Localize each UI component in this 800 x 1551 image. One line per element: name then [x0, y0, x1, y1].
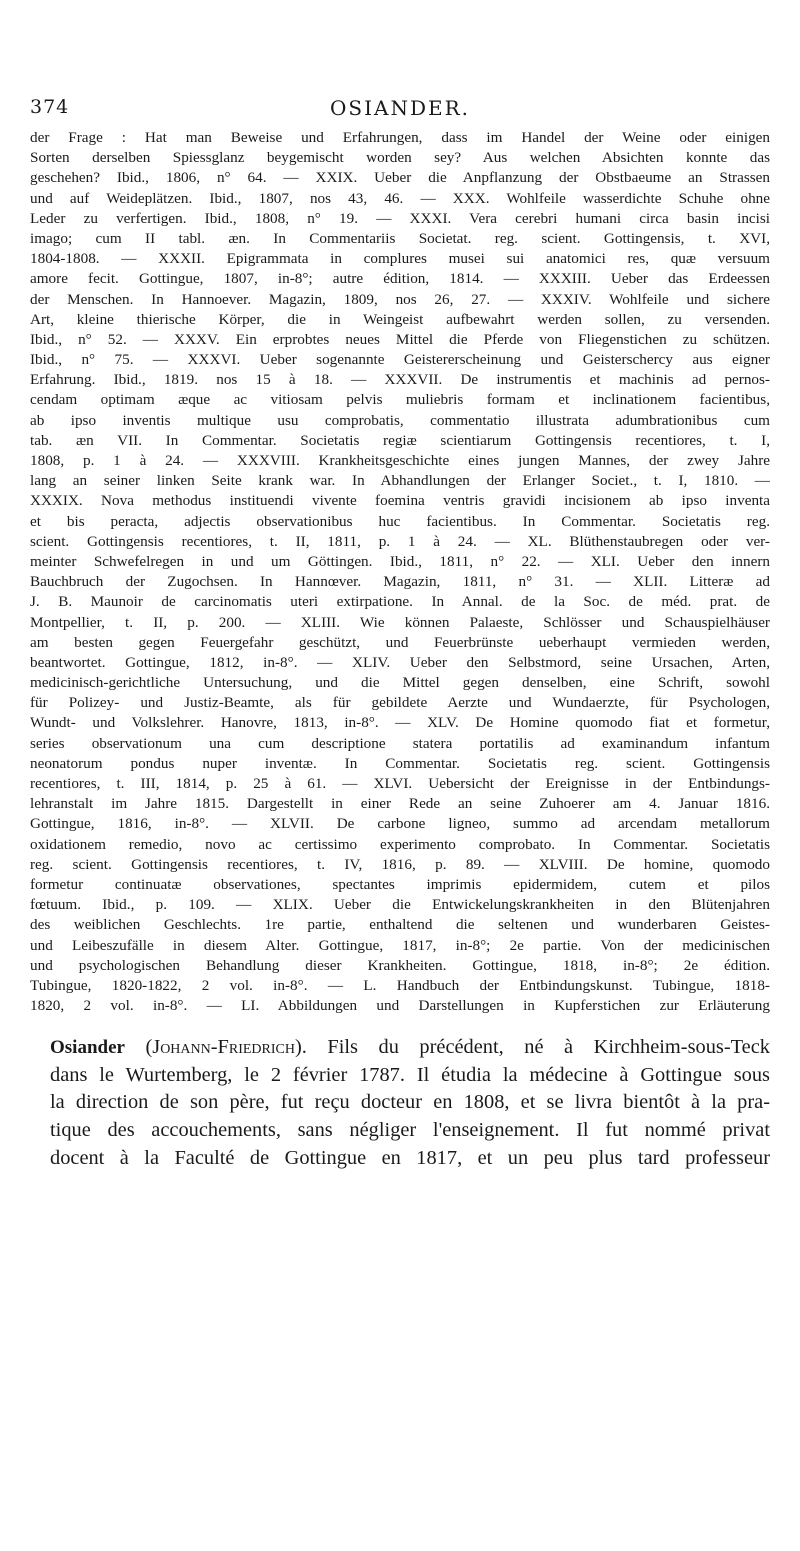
note-line: XXXIX. Nova methodus instituendi vivente foemina ventris gravidi incisionem ab ipso inventa	[30, 492, 770, 510]
note-line: formetur continuatæ observationes, spectantes imprimis epidermidem, cutem et pilos	[30, 875, 770, 893]
note-line: medicinisch-gerichtliche Untersuchung, und die Mittel gegen denselben, eine Schrift, sowohl	[30, 674, 770, 692]
page-number: 374	[30, 96, 70, 118]
note-line: tab. æn VII. In Commentar. Societatis regiæ scientiarum Gottingensis recentiores, t. I,	[30, 431, 770, 449]
entry-line: la direction de son père, fut reçu docteur en 1808, et se livra bientôt à la pra-	[50, 1091, 770, 1114]
note-line: Art, kleine thierische Körper, die in Weingeist aufbewahrt werden sollen, zu versenden.	[30, 310, 770, 328]
note-line: geschehen? Ibid., 1806, n° 64. — XXIX. Ueber die Anpflanzung der Obstbaeume an Strassen	[30, 169, 770, 187]
note-line: neonatorum pondus nuper inventæ. In Commentar. Societatis reg. scient. Gottingensis	[30, 754, 770, 772]
note-line: 1820, 2 vol. in-8°. — LI. Abbildungen und Darstellungen in Kupferstichen zur Erläuterung	[30, 997, 770, 1015]
note-line: der Frage : Hat man Beweise und Erfahrungen, dass im Handel der Weine oder einigen	[30, 129, 770, 146]
note-line: scient. Gottingensis recentiores, t. II, 1811, p. 1 à 24. — XL. Blüthenstaubregen oder ver-	[30, 532, 770, 550]
note-line: lehranstalt im Jahre 1815. Dargestellt in einer Rede an seine Zuhoerer am 4. Januar 1816.	[30, 795, 770, 813]
note-line: beantwortet. Gottingue, 1812, in-8°. — XLIV. Ueber den Selbstmord, seine Ursachen, Arten,	[30, 653, 770, 671]
note-line: Ibid., n° 75. — XXXVI. Ueber sogenannte Geistererscheinung und Geisterschercy aus eigner	[30, 351, 770, 369]
note-line: Wundt- und Volkslehrer. Hanovre, 1813, in-8°. — XLV. De Homine quomodo fiat et formetur,	[30, 714, 770, 732]
biography-entry	[50, 1034, 770, 1173]
note-line: oxidationem remedio, novo ac certissimo experimento comprobato. In Commentar. Societatis	[30, 835, 770, 853]
note-line: cendam optimam æque ac vitiosam pelvis muliebris formam et inclinationem facientibus,	[30, 391, 770, 409]
note-line: Ibid., n° 52. — XXXV. Ein erprobtes neues Mittel die Pferde von Fliegenstichen zu schützen.	[30, 330, 770, 348]
note-line: und Leibeszufälle in diesem Alter. Gottingue, 1817, in-8°; 2e partie. Von der medicinischen	[30, 936, 770, 954]
note-line: Tubingue, 1820-1822, 2 vol. in-8°. — L. Handbuch der Entbindungskunst. Tubingue, 1818-	[30, 976, 770, 994]
note-line: recentiores, t. III, 1814, p. 25 à 61. — XLVI. Uebersicht der Ereignisse in der Entbindungs-	[30, 775, 770, 792]
note-line: reg. scient. Gottingensis recentiores, t. IV, 1816, p. 89. — XLVIII. De homine, quomodo	[30, 855, 770, 873]
note-line: Gottingue, 1816, in-8°. — XLVII. De carbone ligneo, summo ad arcendam metallorum	[30, 815, 770, 833]
note-line: series observationum una cum descriptione statera portatilis ad examinandum infantum	[30, 734, 770, 752]
note-line: J. B. Maunoir de carcinomatis uteri extirpatione. In Annal. de la Soc. de méd. prat. de	[30, 593, 770, 611]
entry-headword: Osiander	[50, 1037, 125, 1058]
note-line: lang an seiner linken Seite krank war. In Abhandlungen der Erlanger Societ., t. I, 1810. —	[30, 472, 770, 490]
note-line: und psychologischen Behandlung dieser Krankheiten. Gottingue, 1818, in-8°; 2e édition.	[30, 956, 770, 974]
note-line: meinter Schwefelregen in und um Göttingen. Ibid., 1811, n° 22. — XLI. Ueber den innern	[30, 552, 770, 570]
note-line: ab ipso inventis multique usu comprobatis, commentatio illustrata adumbrationibus cum	[30, 411, 770, 429]
entry-line: dans le Wurtemberg, le 2 février 1787. Il étudia la médecine à Gottingue sous	[50, 1063, 770, 1086]
note-line: 1808, p. 1 à 24. — XXXVIII. Krankheitsgeschichte eines jungen Mannes, der zwey Jahre	[30, 452, 770, 469]
entry-first-line	[50, 1034, 770, 1062]
running-head: OSIANDER.	[330, 96, 470, 120]
note-line: et bis peracta, adjectis observationibus huc facientibus. In Commentar. Societatis reg.	[30, 512, 770, 530]
note-line: am besten gegen Feuergefahr geschützt, und Feuerbrünste ueberhaupt vermieden werden,	[30, 633, 770, 651]
note-line	[30, 1016, 770, 1018]
note-line: imago; cum II tabl. æn. In Commentariis Societat. reg. scient. Gottingensis, t. XVI,	[30, 229, 770, 247]
note-line: der Menschen. In Hannoever. Magazin, 1809, nos 26, 27. — XXXIV. Wohlfeile und sichere	[30, 290, 770, 308]
note-line: amore fecit. Gottingue, 1807, in-8°; autre édition, 1814. — XXXIII. Ueber das Erdeessen	[30, 270, 770, 288]
page-header	[30, 96, 770, 120]
entry-line: tique des accouchements, sans négliger l'enseignement. Il fut nommé privat	[50, 1119, 770, 1142]
entry-line: docent à la Faculté de Gottingue en 1817, et un peu plus tard professeur	[50, 1146, 770, 1169]
note-line: Erfahrung. Ibid., 1819. nos 15 à 18. — XXXVII. De instrumentis et machinis ad pernos-	[30, 371, 770, 389]
note-line: Sorten derselben Spiessglanz beygemischt worden sey? Aus welchen Absichten konnte das	[30, 149, 770, 167]
entry-first-line-text: Fils du précédent, né à Kirchheim-sous-Teck	[327, 1036, 770, 1058]
note-line: 1804-1808. — XXXII. Epigrammata in complures musei sui anatomici res, quæ versuum	[30, 250, 770, 268]
note-line: und auf Weideplätzen. Ibid., 1807, nos 43, 46. — XXX. Wohlfeile wasserdichte Schuhe ohne	[30, 189, 770, 207]
note-line: Leder zu verfertigen. Ibid., 1808, n° 19. — XXXI. Vera cerebri humani circa basin incisi	[30, 209, 770, 227]
entry-given-names: (Johann-Friedrich).	[145, 1036, 307, 1058]
note-line: Bauchbruch der Zugochsen. In Hannœver. Magazin, 1811, n° 31. — XLII. Litteræ ad	[30, 573, 770, 591]
note-line: für Polizey- und Justiz-Beamte, als für gebildete Aerzte und Wundaerzte, für Psychologen,	[30, 694, 770, 712]
note-line: fœtuum. Ibid., p. 109. — XLIX. Ueber die Entwickelungskrankheiten in den Blütenjahren	[30, 896, 770, 914]
note-line: des weiblichen Geschlechts. 1re partie, enthaltend die seltenen und wunderbaren Geistes-	[30, 916, 770, 934]
note-line: Montpellier, t. II, p. 200. — XLIII. Wie können Palaeste, Schlösser und Schauspielhäuser	[30, 613, 770, 631]
bibliography-notes	[30, 128, 770, 1018]
